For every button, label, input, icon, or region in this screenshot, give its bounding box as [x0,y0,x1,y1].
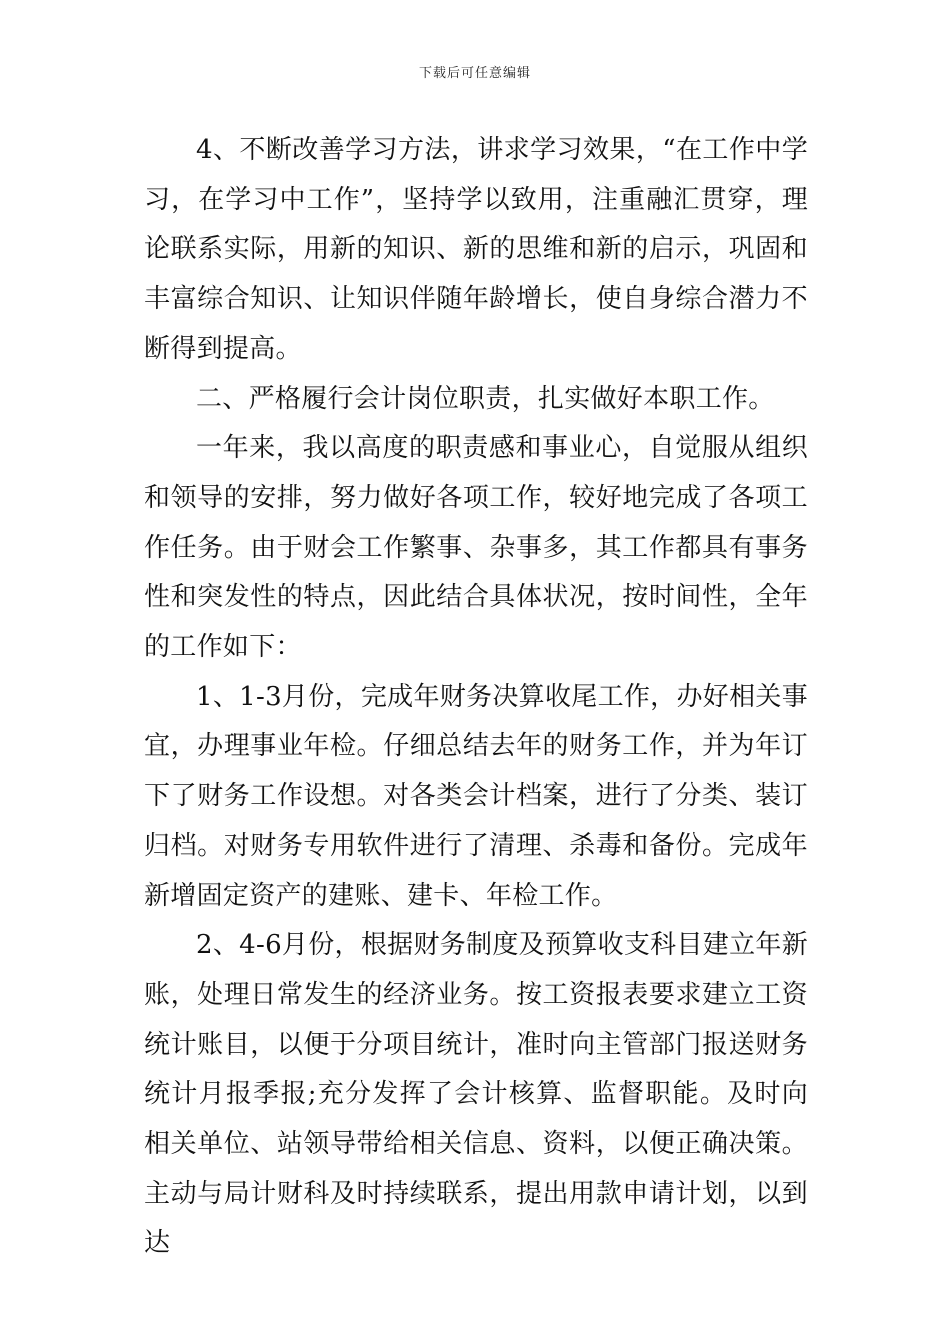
paragraph-q2-work: 2、4-6月份，根据财务制度及预算收支科目建立年新账，处理日常发生的经济业务。按工资报表要求建立工资统计账目，以便于分项目统计，准时向主管部门报送财务统计月报季报;充分发挥了会计核算、监督职能。及时向相关单位、站领导带给相关信息、资料，以便正确决策。主动与局计财科及时持续联系，提出用款申请计划，以到达 [144,930,808,1259]
paragraph-q1-work: 1、1-3月份，完成年财务决算收尾工作，办好相关事宜，办理事业年检。仔细总结去年的财务工作，并为年订下了财务工作设想。对各类会计档案，进行了分类、装订归档。对财务专用软件进行了清理、杀毒和备份。完成年新增固定资产的建账、建卡、年检工作。 [144,681,808,911]
document-body [144,126,808,1269]
paragraph-study-methods: 4、不断改善学习方法，讲求学习效果，“在工作中学习，在学习中工作”，坚持学以致用，注重融汇贯穿，理论联系实际，用新的知识、新的思维和新的启示，巩固和丰富综合知识、让知识伴随年龄增长，使自身综合潜力不断得到提高。 [144,135,808,364]
paragraph-section-heading: 二、严格履行会计岗位职责，扎实做好本职工作。 [196,383,775,414]
paragraph-year-summary: 一年来，我以高度的职责感和事业心，自觉服从组织和领导的安排，努力做好各项工作，较好地完成了各项工作任务。由于财会工作繁事、杂事多，其工作都具有事务性和突发性的特点，因此结合具体状况，按时间性，全年的工作如下： [144,433,808,663]
page-header: 下载后可任意编辑 [418,66,531,81]
